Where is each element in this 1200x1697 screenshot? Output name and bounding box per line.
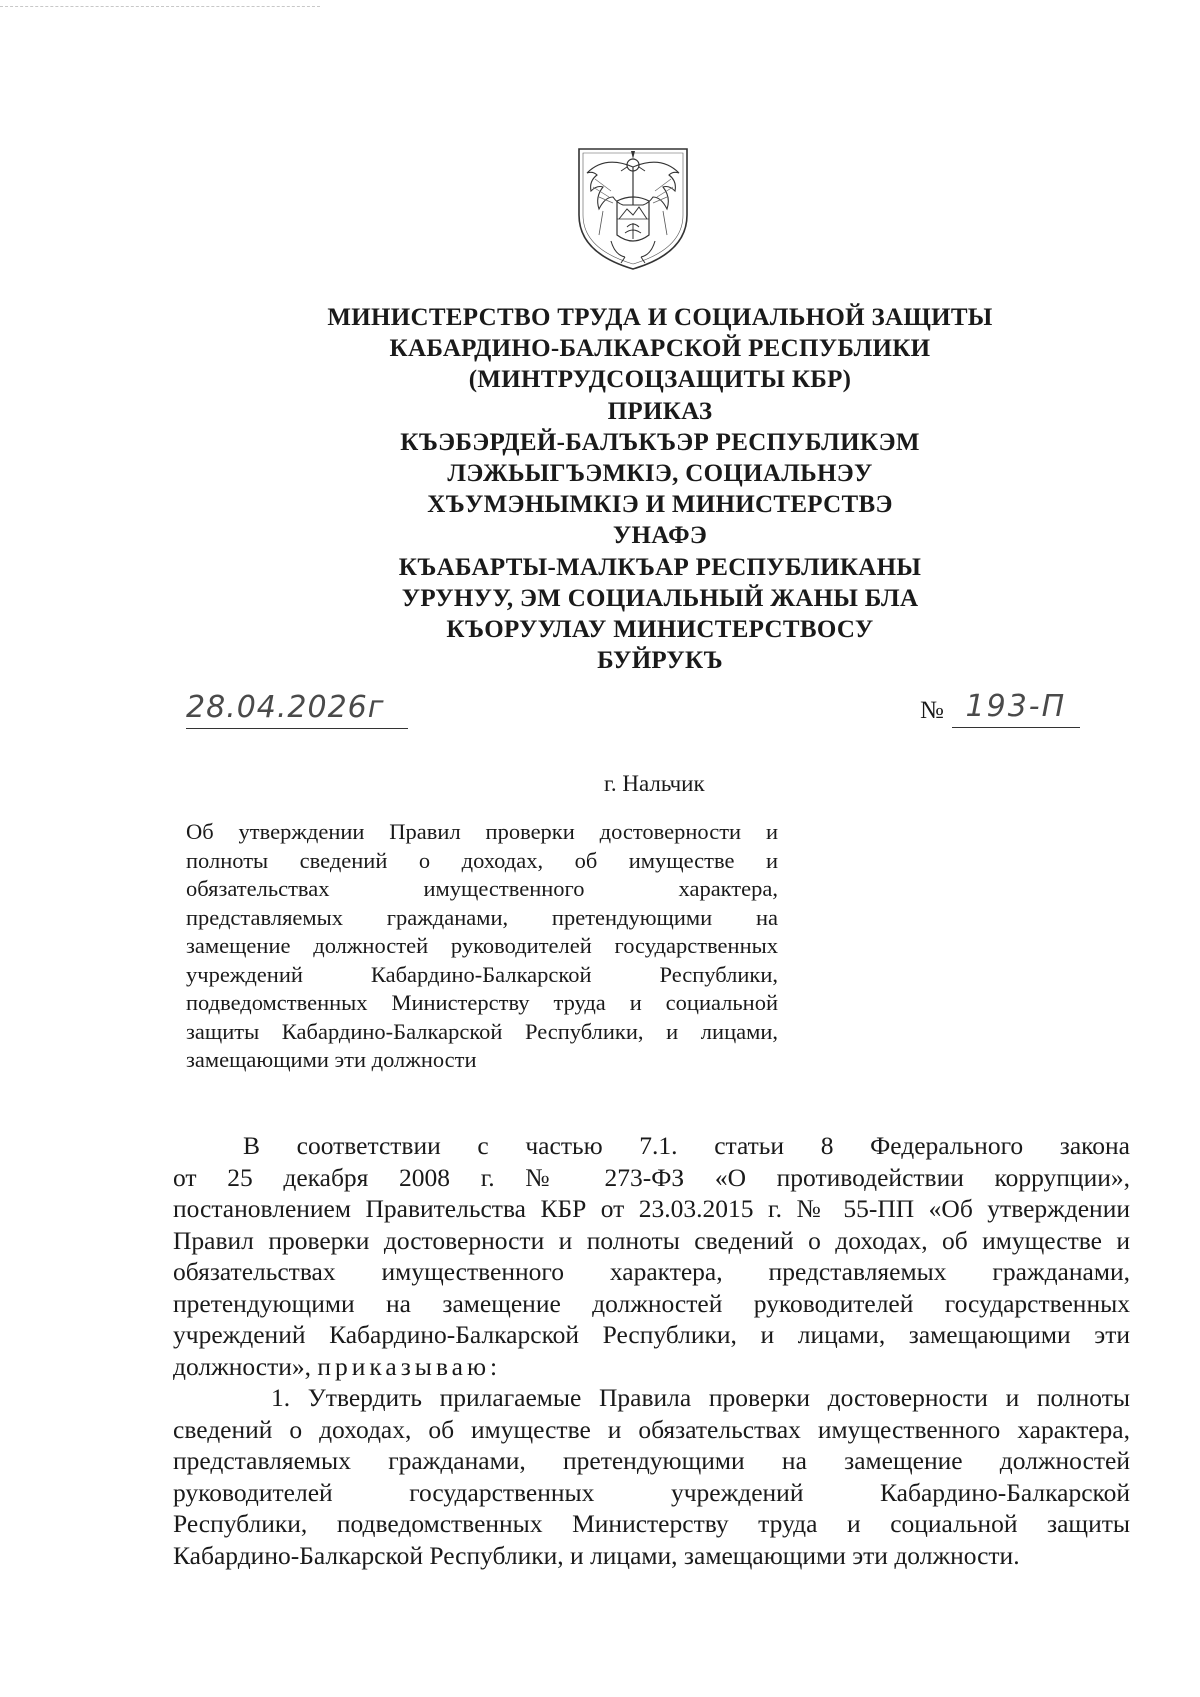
ministry-name-balkar-line-2: УРУНУУ, ЭМ СОЦИАЛЬНЫЙ ЖАНЫ БЛА — [401, 584, 919, 612]
preamble-line: от 25 декабря 2008 г. № 273-ФЗ «О противодействии коррупции», — [173, 1162, 1130, 1192]
order-subject — [186, 818, 778, 1075]
ministry-name-line-2: КАБАРДИНО-БАЛКАРСКОЙ РЕСПУБЛИКИ — [389, 335, 931, 363]
item1-line: 1. Утвердить прилагаемые Правила проверки достоверности и полноты — [271, 1383, 1130, 1412]
ministry-name-kabardian-line-2: ЛЭЖЬЫГЪЭМКIЭ, СОЦИАЛЬНЭУ — [447, 460, 873, 488]
document-header — [200, 302, 1120, 676]
preamble-line: постановлением Правительства КБР от 23.03.2015 г. № 55-ПП «Об утверждении — [173, 1194, 1130, 1223]
handwritten-date: 28.04.2026г — [186, 688, 408, 729]
number-sign: № — [920, 697, 944, 724]
ministry-name-kabardian-line-1: КЪЭБЭРДЕЙ-БАЛЪКЪЭР РЕСПУБЛИКЭМ — [400, 428, 920, 456]
order-verb: приказываю: — [317, 1351, 502, 1381]
ministry-abbreviation: (МИНТРУДСОЦЗАЩИТЫ КБР) — [468, 366, 852, 394]
item1-line: руководителей государственных учреждений Кабардино-Балкарской — [173, 1477, 1130, 1507]
document-type-balkar: БУЙРУКЪ — [597, 647, 723, 675]
ministry-name-line-1: МИНИСТЕРСТВО ТРУДА И СОЦИАЛЬНОЙ ЗАЩИТЫ — [327, 304, 993, 331]
subject-line: замещающими эти должности — [186, 1047, 477, 1072]
subject-line: Об утверждении Правил проверки достоверности и — [186, 819, 778, 844]
ministry-name-kabardian-line-3: ХЪУМЭНЫМКIЭ И МИНИСТЕРСТВЭ — [427, 491, 893, 519]
preamble-line: обязательствах имущественного характера, представляемых гражданами, — [173, 1257, 1130, 1286]
preamble-last-line — [173, 1351, 1130, 1383]
subject-line: защиты Кабардино-Балкарской Республики, и лицами, — [186, 1018, 778, 1044]
item1-line: Республики, подведомственных Министерству труда и социальной защиты — [173, 1509, 1130, 1538]
item1-line: представляемых гражданами, претендующими на замещение должностей — [173, 1446, 1130, 1475]
ministry-name-balkar-line-1: КЪАБАРТЫ-МАЛКЪАР РЕСПУБЛИКАНЫ — [398, 553, 922, 581]
preamble-line: Правил проверки достоверности и полноты сведений о доходах, об имуществе и — [173, 1225, 1130, 1255]
order-body — [173, 1130, 1130, 1571]
subject-line: учреждений Кабардино-Балкарской Республики, — [186, 961, 778, 987]
document-type-kabardian: УНАФЭ — [612, 522, 708, 550]
subject-line: полноты сведений о доходах, об имуществе и — [186, 847, 778, 873]
handwritten-number: 193-П — [952, 687, 1080, 728]
preamble-line: учреждений Кабардино-Балкарской Республики, и лицами, замещающими эти — [173, 1320, 1130, 1349]
item1-line: сведений о доходах, об имуществе и обязательствах имущественного характера, — [173, 1414, 1130, 1444]
item1-line: Кабардино-Балкарской Республики, и лицами, замещающими эти должности. — [173, 1540, 1020, 1570]
scan-artifact-line — [0, 6, 320, 9]
subject-line: представляемых гражданами, претендующими на — [186, 904, 778, 930]
preamble-line: претендующими на замещение должностей руководителей государственных — [173, 1288, 1130, 1318]
subject-line: обязательствах имущественного характера, — [186, 876, 778, 901]
preamble-last-prefix: должности», — [173, 1351, 318, 1381]
ministry-name-balkar-line-3: КЪОРУУЛАУ МИНИСТЕРСТВОСУ — [446, 616, 874, 644]
subject-line: замещение должностей руководителей государственных — [186, 933, 778, 958]
subject-line: подведомственных Министерству труда и социальной — [186, 990, 778, 1015]
document-type-ru: ПРИКАЗ — [607, 397, 713, 425]
document-number — [920, 688, 1080, 728]
preamble-line: В соответствии с частью 7.1. статьи 8 Федерального закона — [243, 1131, 1130, 1160]
coat-of-arms-emblem — [573, 145, 693, 273]
city-name: г. Нальчик — [604, 771, 705, 796]
